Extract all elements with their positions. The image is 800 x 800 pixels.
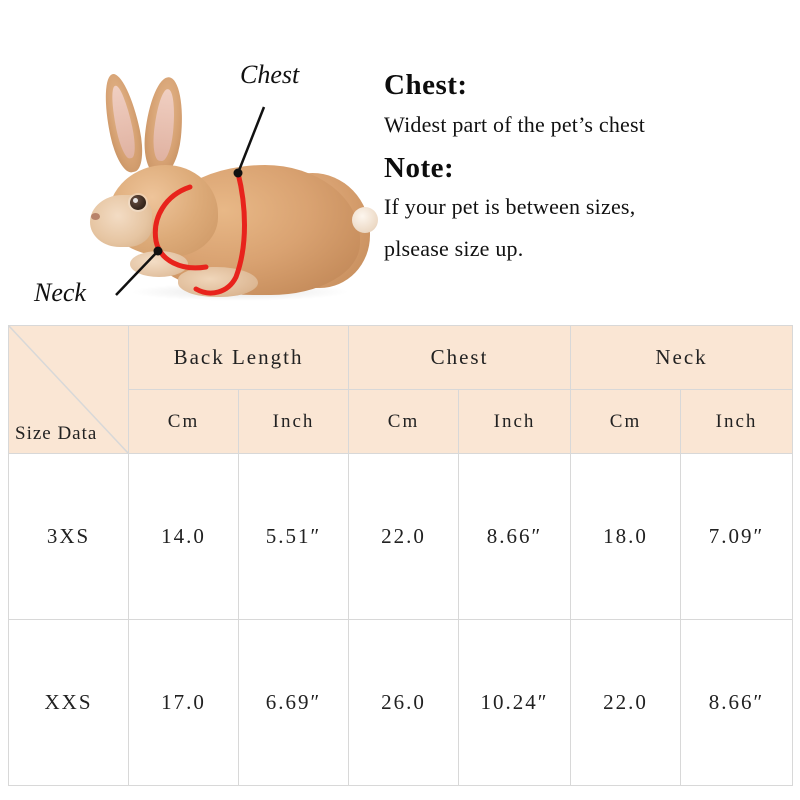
- header-back-length: Back Length: [129, 326, 349, 390]
- row-chest-cm: 26.0: [349, 620, 459, 786]
- row-back-length-cm: 14.0: [129, 454, 239, 620]
- row-back-length-inch: 6.69″: [239, 620, 349, 786]
- header-chest-cm: Cm: [349, 390, 459, 454]
- neck-label: Neck: [34, 278, 86, 307]
- neck-measure-line: [155, 187, 206, 268]
- table-row: [9, 454, 793, 620]
- size-table-wrapper: [8, 325, 792, 786]
- chest-description: Widest part of the pet’s chest: [384, 111, 646, 137]
- chest-measure-line: [196, 173, 245, 293]
- row-neck-cm: 22.0: [571, 620, 681, 786]
- chest-heading: Chest:: [384, 69, 468, 101]
- row-neck-inch: 8.66″: [681, 620, 793, 786]
- row-chest-cm: 22.0: [349, 454, 459, 620]
- row-size-name: 3XS: [9, 454, 129, 620]
- notes-block: [384, 68, 784, 275]
- size-table: [8, 325, 793, 786]
- measurement-lines: [60, 55, 380, 305]
- table-row: [9, 620, 793, 786]
- row-chest-inch: 10.24″: [459, 620, 571, 786]
- chest-leader-dot: [234, 169, 243, 178]
- header-neck-cm: Cm: [571, 390, 681, 454]
- note-line-1: If your pet is between sizes,: [384, 194, 636, 220]
- chest-leader-line: [238, 107, 264, 173]
- table-corner-cell: [9, 326, 129, 454]
- top-section: [0, 0, 800, 322]
- row-back-length-cm: 17.0: [129, 620, 239, 786]
- header-chest: Chest: [349, 326, 571, 390]
- row-neck-cm: 18.0: [571, 454, 681, 620]
- row-neck-inch: 7.09″: [681, 454, 793, 620]
- header-back-length-inch: Inch: [239, 390, 349, 454]
- rabbit-illustration: [60, 55, 380, 305]
- neck-leader-line: [116, 251, 158, 295]
- header-neck: Neck: [571, 326, 793, 390]
- size-data-label: Size Data: [15, 423, 98, 444]
- header-back-length-cm: Cm: [129, 390, 239, 454]
- chest-label: Chest: [240, 60, 300, 89]
- note-line-2: plsease size up.: [384, 236, 524, 262]
- row-chest-inch: 8.66″: [459, 454, 571, 620]
- header-chest-inch: Inch: [459, 390, 571, 454]
- row-size-name: XXS: [9, 620, 129, 786]
- table-header-group-row: [9, 326, 793, 390]
- note-heading: Note:: [384, 151, 455, 184]
- row-back-length-inch: 5.51″: [239, 454, 349, 620]
- neck-leader-dot: [154, 247, 163, 256]
- header-neck-inch: Inch: [681, 390, 793, 454]
